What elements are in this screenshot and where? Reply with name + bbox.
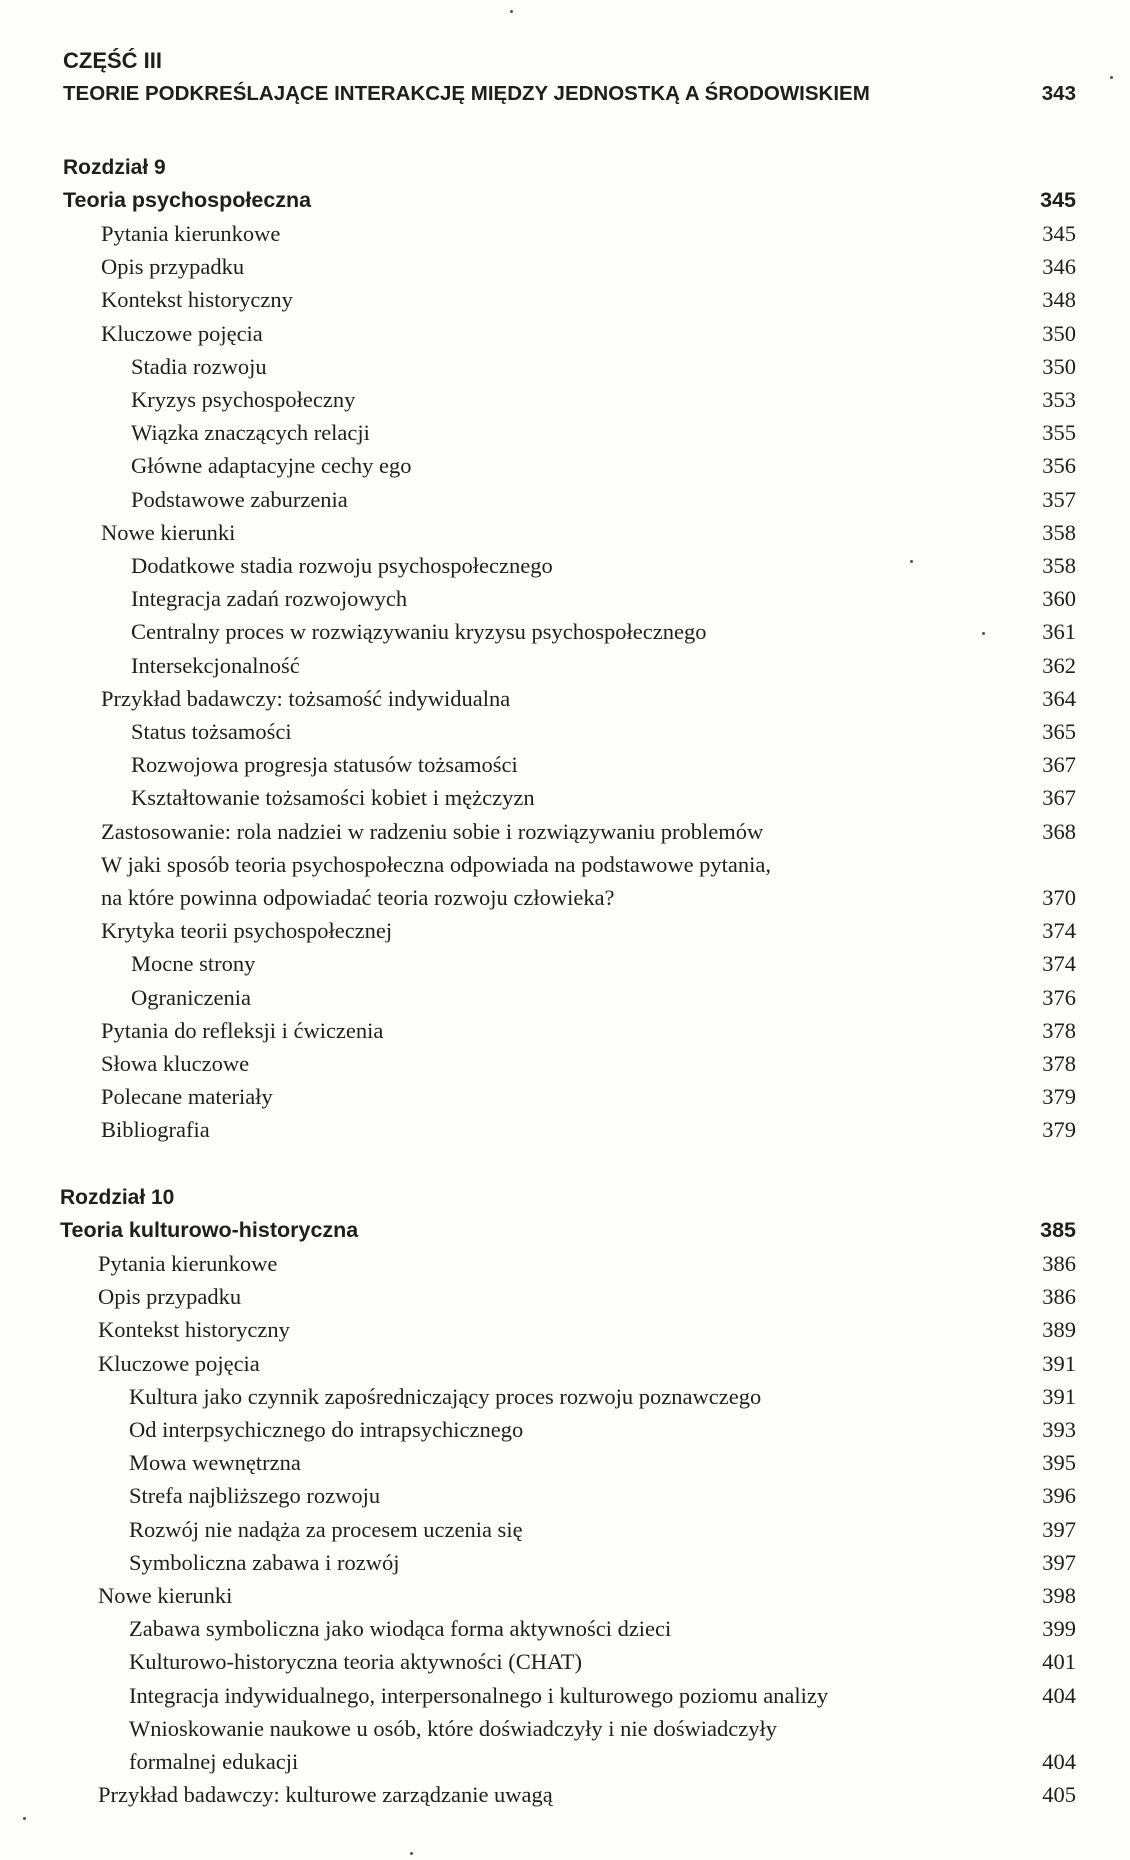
chapter-page-number: 385: [1040, 1218, 1076, 1242]
toc-entry-title: [63, 848, 1036, 914]
toc-entry-title-line: Kontekst historyczny: [98, 1317, 290, 1343]
toc-entry-title-line: Mowa wewnętrzna: [129, 1450, 301, 1476]
chapter-page-number: 345: [1040, 188, 1076, 212]
toc-entry: [60, 1446, 1076, 1479]
toc-entry-title-line: W jaki sposób teoria psychospołeczna odpowiada na podstawowe pytania,: [101, 851, 772, 877]
toc-entry-title: [63, 815, 1036, 848]
toc-entry: [63, 483, 1076, 516]
toc-entry: [60, 1645, 1076, 1678]
toc-entry-title-line: Ograniczenia: [131, 984, 251, 1010]
toc-entry-page-number: 367: [1042, 785, 1076, 811]
scan-speck: [982, 632, 985, 635]
toc-entry-title-line: Stadia rozwoju: [131, 353, 267, 379]
toc-entry-page-number: 365: [1042, 719, 1076, 745]
toc-entry: [63, 1113, 1076, 1146]
toc-entry-title: [60, 1380, 1036, 1413]
toc-entry-title-line: Zabawa symboliczna jako wiodąca forma aktywności dzieci: [129, 1616, 672, 1642]
toc-entry: [63, 582, 1076, 615]
toc-entry-title: [63, 781, 1036, 814]
toc-entry-title: [63, 516, 1036, 549]
toc-entry-title: [63, 1113, 1036, 1146]
toc-entry-title: [60, 1313, 1036, 1346]
toc-entry: [63, 1047, 1076, 1080]
toc-entry-title-line: Rozwój nie nadąża za procesem uczenia się: [129, 1516, 523, 1542]
toc-entry-page-number: 357: [1042, 486, 1076, 512]
toc-entry-title-line: Pytania kierunkowe: [98, 1251, 278, 1276]
toc-entry: [60, 1280, 1076, 1313]
toc-entry-title: [60, 1479, 1036, 1512]
toc-entry-title-line: Pytania do refleksji i ćwiczenia: [101, 1017, 384, 1043]
toc-entry-page-number: 386: [1042, 1251, 1076, 1276]
part-page-number: 343: [1041, 82, 1076, 105]
toc-entry-page-number: 358: [1042, 553, 1076, 579]
toc-entry: [63, 416, 1076, 449]
toc-entry: [60, 1380, 1076, 1413]
toc-entry-page-number: 368: [1042, 818, 1076, 844]
part-label: CZĘŚĆ III: [63, 48, 163, 73]
toc-entry-title: [63, 682, 1036, 715]
toc-entry-page-number: 348: [1042, 287, 1076, 313]
toc-entry-title-line: Strefa najbliższego rozwoju: [129, 1483, 381, 1509]
toc-entry-title: [63, 582, 1036, 615]
toc-entry-page-number: 356: [1042, 453, 1076, 479]
toc-entry: [63, 615, 1076, 648]
toc-entry-title: [63, 217, 1036, 250]
toc-entry-page-number: 397: [1042, 1516, 1076, 1542]
toc-entry-page-number: 367: [1042, 752, 1076, 778]
toc-entry-page-number: 391: [1042, 1383, 1076, 1409]
toc-entry-page-number: 376: [1042, 984, 1076, 1010]
chapter-label: Rozdział 9: [63, 156, 166, 179]
toc-entry-page-number: 350: [1042, 320, 1076, 346]
toc-entry-title-line: Kluczowe pojęcia: [98, 1350, 260, 1376]
toc-entry-title: [63, 549, 1036, 582]
chapter-title-row: [60, 1214, 1076, 1247]
toc-entry-title-line: Rozwojowa progresja statusów tożsamości: [131, 752, 518, 778]
toc-entry-title-line: Wnioskowanie naukowe u osób, które doświadczyły i nie doświadczyły: [129, 1715, 777, 1741]
toc-entry-title-line: Krytyka teorii psychospołecznej: [101, 918, 393, 944]
part-title: TEORIE PODKREŚLAJĄCE INTERAKCJĘ MIĘDZY JEDNOSTKĄ A ŚRODOWISKIEM: [63, 82, 870, 105]
toc-entry: [63, 549, 1076, 582]
toc-entry: [63, 781, 1076, 814]
toc-entry: [63, 715, 1076, 748]
toc-entry-title-line: Przykład badawczy: kulturowe zarządzanie uwagą: [98, 1782, 553, 1808]
toc-entry-title-line: Integracja indywidualnego, interpersonalnego i kulturowego poziomu analizy: [129, 1682, 829, 1708]
toc-entry-page-number: 386: [1042, 1284, 1076, 1310]
toc-entry-page-number: 374: [1042, 918, 1076, 944]
toc-entry: [63, 649, 1076, 682]
toc-entry: [60, 1778, 1076, 1811]
toc-entry-title: [63, 449, 1036, 482]
toc-entry-page-number: 389: [1042, 1317, 1076, 1343]
toc-entry-title: [63, 317, 1036, 350]
chapter-title: Teoria psychospołeczna: [63, 188, 312, 212]
toc-entry-title-line: Mocne strony: [131, 951, 256, 977]
chapter-label: Rozdział 10: [60, 1186, 175, 1209]
toc-entry-page-number: 404: [1042, 1682, 1076, 1708]
toc-entry: [63, 217, 1076, 250]
toc-entry-page-number: 364: [1042, 685, 1076, 711]
chapter-10: [60, 1181, 1076, 1811]
toc-entry-page-number: 345: [1042, 221, 1076, 246]
toc-entry-title: [63, 649, 1036, 682]
chapter-9: [63, 151, 1076, 1147]
toc-entry: [60, 1513, 1076, 1546]
toc-entry-page-number: 346: [1042, 254, 1076, 280]
toc-entry: [63, 383, 1076, 416]
toc-entry-title-line: Pytania kierunkowe: [101, 221, 281, 246]
toc-entry-title-line: Kształtowanie tożsamości kobiet i mężczyzn: [131, 785, 535, 811]
scan-speck: [410, 1852, 413, 1855]
toc-entry: [63, 283, 1076, 316]
toc-entry-title: [63, 283, 1036, 316]
toc-entry-title: [63, 981, 1036, 1014]
toc-entry-page-number: 353: [1042, 387, 1076, 413]
toc-entry-title-line: formalnej edukacji: [129, 1749, 299, 1775]
toc-entry-title-line: Opis przypadku: [101, 254, 245, 280]
toc-entry-page-number: 378: [1042, 1051, 1076, 1077]
toc-entry-title: [63, 914, 1036, 947]
chapter-10-entries: [60, 1247, 1076, 1811]
scan-speck: [510, 10, 513, 13]
toc-entry-page-number: 362: [1042, 652, 1076, 678]
toc-entry: [63, 516, 1076, 549]
toc-entry-title: [63, 250, 1036, 283]
toc-entry-page-number: 395: [1042, 1450, 1076, 1476]
toc-entry-title-line: Centralny proces w rozwiązywaniu kryzysu psychospołecznego: [131, 619, 707, 645]
toc-entry: [60, 1247, 1076, 1280]
toc-entry: [60, 1347, 1076, 1380]
toc-entry-title: [60, 1513, 1036, 1546]
toc-entry-title: [63, 1047, 1036, 1080]
toc-entry-title: [60, 1280, 1036, 1313]
toc-entry-title-line: Polecane materiały: [101, 1084, 273, 1110]
toc-entry: [63, 449, 1076, 482]
toc-entry-title: [63, 615, 1036, 648]
toc-entry-title-line: Kluczowe pojęcia: [101, 320, 263, 346]
toc-entry-title-line: Kulturowo-historyczna teoria aktywności (CHAT): [129, 1649, 583, 1675]
chapter-9-entries: [63, 217, 1076, 1147]
toc-entry-title-line: Słowa kluczowe: [101, 1051, 250, 1077]
toc-entry-title: [60, 1778, 1036, 1811]
toc-entry: [63, 1080, 1076, 1113]
toc-entry-page-number: 374: [1042, 951, 1076, 977]
toc-entry: [63, 748, 1076, 781]
toc-entry: [63, 682, 1076, 715]
toc-entry: [60, 1712, 1076, 1778]
toc-entry-title: [63, 715, 1036, 748]
toc-entry-title-line: Status tożsamości: [131, 719, 292, 745]
toc-entry: [60, 1413, 1076, 1446]
toc-entry-page-number: 355: [1042, 420, 1076, 446]
toc-entry-title-line: Wiązka znaczących relacji: [131, 420, 370, 446]
toc-entry-page-number: 405: [1042, 1782, 1076, 1808]
toc-entry-page-number: 350: [1042, 353, 1076, 379]
chapter-title-row: [63, 184, 1076, 217]
part-heading: [63, 44, 1076, 110]
toc-entry-title-line: Nowe kierunki: [101, 519, 236, 545]
toc-entry-title-line: Symboliczna zabawa i rozwój: [129, 1549, 400, 1575]
toc-entry: [63, 317, 1076, 350]
scan-speck: [910, 560, 913, 563]
scan-speck: [1110, 76, 1113, 79]
toc-entry-page-number: 379: [1042, 1084, 1076, 1110]
toc-entry: [60, 1679, 1076, 1712]
toc-entry-title-line: na które powinna odpowiadać teoria rozwoju człowieka?: [101, 885, 615, 911]
toc-entry: [60, 1313, 1076, 1346]
toc-entry-title-line: Integracja zadań rozwojowych: [131, 586, 408, 612]
toc-entry: [60, 1546, 1076, 1579]
toc-entry-title: [60, 1645, 1036, 1678]
toc-entry-page-number: 370: [1042, 885, 1076, 911]
toc-entry-title-line: Bibliografia: [101, 1117, 210, 1143]
toc-entry-title-line: Przykład badawczy: tożsamość indywidualna: [101, 685, 511, 711]
toc-entry: [63, 250, 1076, 283]
toc-entry-title: [60, 1446, 1036, 1479]
toc-entry-page-number: 393: [1042, 1417, 1076, 1443]
toc-entry-title: [63, 383, 1036, 416]
toc-entry-page-number: 404: [1042, 1749, 1076, 1775]
toc-entry-title: [60, 1247, 1036, 1280]
toc-entry-title-line: Podstawowe zaburzenia: [131, 486, 348, 512]
toc-entry-title: [60, 1712, 1036, 1778]
toc-entry-page-number: 378: [1042, 1017, 1076, 1043]
toc-entry-page-number: 391: [1042, 1350, 1076, 1376]
toc-entry: [60, 1579, 1076, 1612]
toc-entry-title: [63, 748, 1036, 781]
toc-entry-title-line: Intersekcjonalność: [131, 652, 300, 678]
toc-entry-title: [63, 416, 1036, 449]
toc-entry-page-number: 398: [1042, 1583, 1076, 1609]
toc-entry-title-line: Dodatkowe stadia rozwoju psychospołecznego: [131, 553, 553, 579]
toc-entry-title-line: Kontekst historyczny: [101, 287, 293, 313]
toc-entry-page-number: 361: [1042, 619, 1076, 645]
toc-entry-title-line: Nowe kierunki: [98, 1583, 233, 1609]
toc-entry-title: [63, 350, 1036, 383]
toc-entry: [63, 1014, 1076, 1047]
toc-entry-page-number: 401: [1042, 1649, 1076, 1675]
toc-entry: [63, 848, 1076, 914]
toc-entry: [63, 815, 1076, 848]
toc-entry-title: [60, 1579, 1036, 1612]
toc-entry-title-line: Zastosowanie: rola nadziei w radzeniu sobie i rozwiązywaniu problemów: [101, 818, 764, 844]
toc-entry: [63, 914, 1076, 947]
toc-entry-page-number: 358: [1042, 519, 1076, 545]
toc-entry-title: [60, 1347, 1036, 1380]
toc-entry-title: [63, 1014, 1036, 1047]
toc-entry-title-line: Kultura jako czynnik zapośredniczający proces rozwoju poznawczego: [129, 1383, 762, 1409]
toc-entry-page-number: 396: [1042, 1483, 1076, 1509]
toc-entry-title-line: Opis przypadku: [98, 1284, 242, 1310]
toc-entry-page-number: 360: [1042, 586, 1076, 612]
toc-entry-title: [63, 1080, 1036, 1113]
toc-entry-page-number: 379: [1042, 1117, 1076, 1143]
toc-entry: [63, 947, 1076, 980]
toc-entry-page-number: 399: [1042, 1616, 1076, 1642]
toc-entry-title-line: Od interpsychicznego do intrapsychicznego: [129, 1417, 524, 1443]
toc-entry: [60, 1612, 1076, 1645]
toc-entry-page-number: 397: [1042, 1549, 1076, 1575]
toc-entry-title: [60, 1612, 1036, 1645]
toc-entry-title: [63, 947, 1036, 980]
toc-entry: [60, 1479, 1076, 1512]
scan-speck: [23, 1817, 26, 1820]
toc-entry-title: [60, 1679, 1036, 1712]
toc-entry-title: [63, 483, 1036, 516]
chapter-title: Teoria kulturowo-historyczna: [60, 1218, 359, 1242]
toc-entry: [63, 981, 1076, 1014]
toc-entry-title: [60, 1413, 1036, 1446]
toc-entry-title-line: Główne adaptacyjne cechy ego: [131, 453, 412, 479]
toc-entry: [63, 350, 1076, 383]
toc-entry-title-line: Kryzys psychospołeczny: [131, 387, 356, 413]
part-title-row: [63, 77, 1076, 110]
toc-entry-title: [60, 1546, 1036, 1579]
